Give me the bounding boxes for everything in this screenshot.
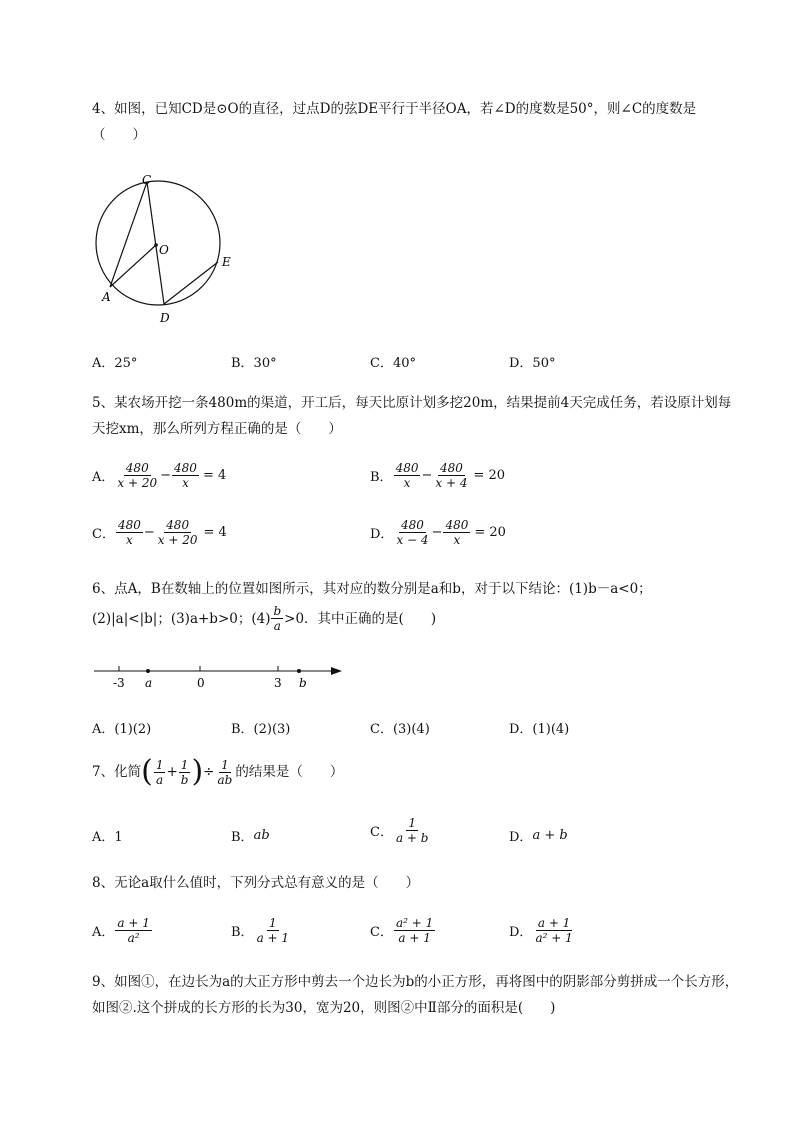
- q8d-num: a + 1: [537, 916, 571, 930]
- q7-frac1: [154, 758, 166, 787]
- q5c-rhs: = 4: [203, 525, 227, 540]
- point-a: [146, 669, 150, 673]
- q7-div: ÷: [203, 764, 215, 780]
- q5b-frac1: [394, 461, 421, 490]
- q5-option-c: C． $\frac{480}{x}$ − $\frac{480}{x + 20}$ = 4: [92, 518, 227, 547]
- q7c-letter: C．: [370, 825, 393, 840]
- label-e: E: [222, 255, 231, 269]
- q8c-letter: C．: [370, 925, 393, 940]
- q7-post: 的结果是（ ）: [235, 764, 344, 780]
- q8c-num: a² + 1: [395, 916, 434, 930]
- q7-f3d: ab: [217, 772, 233, 787]
- question-5-text: 5、某农场开挖一条480m的渠道，开工后，每天比原计划多挖20m，结果提前4天完成任务，若设原计划每天挖xm，那么所列方程正确的是（ ）: [92, 395, 732, 437]
- q7-frac3: [215, 758, 234, 787]
- q7c-den: a + b: [395, 831, 429, 845]
- q5d-frac2: [443, 518, 470, 547]
- label-c: C: [142, 173, 152, 187]
- q5a-rhs: = 4: [202, 468, 227, 483]
- q7-f2d: b: [180, 772, 189, 787]
- q5a-d1: x + 20: [117, 476, 158, 490]
- q8a-letter: A．: [92, 925, 115, 940]
- question-6-line1: 6、点A，B在数轴上的位置如图所示，其对应的数分别是a和b，对于以下结论：(1)b－a<0；: [92, 581, 652, 597]
- q5a-frac1: [115, 461, 159, 490]
- axis-arrow: [331, 667, 342, 675]
- q8d-den: a² + 1: [535, 931, 573, 945]
- q7-option-b: [231, 826, 270, 845]
- q6-option-b: B．(2)(3): [231, 722, 291, 737]
- q5c-d1: x: [126, 533, 133, 547]
- q7-pre: 7、化简: [92, 764, 142, 780]
- question-7-text: 7、化简 ( $\frac{1}{a}$ + $\frac{1}{b}$ ) ÷ $\frac{1}{ab}$ 的结果是（ ）: [92, 754, 344, 789]
- q5a-n1: 480: [125, 461, 149, 475]
- q8b-den: a + 1: [256, 931, 290, 945]
- q7-option-d: [509, 826, 568, 845]
- q4-option-d: D．50°: [509, 356, 556, 371]
- question-9-text: 9、如图①，在边长为a的大正方形中剪去一个边长为b的小正方形，再将图中的阴影部分剪拼成一个长方形，如图②.这个拼成的长方形的长为30，宽为20，则图②中Ⅱ部分的面积是( ): [92, 974, 739, 1016]
- q5d-frac1: [394, 518, 430, 547]
- label-a: A: [102, 290, 111, 304]
- label-b-axis: b: [299, 676, 307, 690]
- q5a-letter: A．: [92, 470, 115, 485]
- q7b-letter: B．: [231, 830, 254, 845]
- q7-option-a: A．1: [92, 830, 123, 845]
- q5b-n1: 480: [395, 461, 419, 475]
- q5d-d2: x: [453, 533, 461, 547]
- q6-frac-num: b: [273, 604, 282, 618]
- q5d-n1: 480: [401, 518, 424, 532]
- number-line: [90, 660, 350, 692]
- q5a-frac2: [172, 461, 199, 490]
- q5d-letter: D．: [370, 527, 394, 542]
- label-d: D: [160, 311, 170, 325]
- q7d-letter: D．: [509, 830, 533, 845]
- q5c-frac2: [156, 518, 200, 547]
- q7-f2n: 1: [180, 757, 189, 772]
- q5c-n2: 480: [166, 518, 190, 532]
- q8c-frac: [394, 916, 435, 945]
- q6-option-a: A．(1)(2): [92, 722, 152, 737]
- q5b-d1: x: [403, 476, 411, 490]
- q7-plus: +: [166, 764, 178, 780]
- q7-frac2: [179, 758, 191, 787]
- q4-option-b: B．30°: [231, 356, 277, 371]
- q5-option-b: B． $\frac{480}{x}$ − $\frac{480}{x + 4}$ = 20: [370, 461, 506, 490]
- q6-frac: [271, 604, 283, 633]
- q7-f1n: 1: [155, 757, 164, 772]
- q7-option-c: [370, 816, 431, 845]
- q4-option-a: A．25°: [92, 356, 138, 371]
- q6-option-c: C．(3)(4): [370, 722, 430, 737]
- q5a-n2: 480: [174, 461, 197, 475]
- label-o: O: [159, 243, 169, 257]
- q8b-letter: B．: [231, 925, 254, 940]
- q5b-n2: 480: [439, 461, 463, 475]
- q5b-letter: B．: [370, 470, 393, 485]
- q8-option-c: [370, 916, 436, 945]
- label-three: 3: [274, 676, 282, 690]
- q8a-frac: [115, 916, 151, 945]
- label-zero: 0: [197, 676, 205, 690]
- q7d-val: a + b: [532, 828, 568, 843]
- chord-de: [164, 262, 218, 304]
- q7c-frac: [394, 816, 431, 845]
- q5-option-a: A． $\frac{480}{x + 20}$ − $\frac{480}{x}$ = 4: [92, 461, 227, 490]
- question-4-text: 4、如图，已知CD是⊙O的直径，过点D的弦DE平行于半径OA，若∠D的度数是50°，则∠C的度数是（ ）: [92, 101, 697, 143]
- q8b-frac: [255, 916, 291, 945]
- q8d-letter: D．: [509, 925, 533, 940]
- q5b-frac2: [433, 461, 469, 490]
- q5a-d2: x: [182, 476, 189, 490]
- q5c-d2: x + 20: [157, 533, 198, 547]
- circle-o: [96, 181, 220, 305]
- question-8-text: 8、无论a取什么值时，下列分式总有意义的是（ ）: [92, 875, 420, 891]
- q8c-den: a + 1: [398, 931, 431, 945]
- question-6-line2: [92, 604, 742, 633]
- q5b-d2: x + 4: [435, 476, 468, 490]
- label-a-axis: a: [145, 676, 153, 690]
- q5-option-d: D． $\frac{480}{x - 4}$ − $\frac{480}{x}$ = 20: [370, 518, 506, 547]
- q5c-n1: 480: [117, 518, 141, 532]
- q8b-num: 1: [268, 916, 277, 930]
- q6-line2-post: >0．其中正确的是( ): [284, 610, 437, 627]
- q6-frac-den: a: [273, 619, 281, 633]
- q4-option-c: C．40°: [370, 356, 416, 371]
- label-minus3: -3: [113, 676, 125, 690]
- q7b-val: ab: [253, 828, 270, 843]
- q8-option-b: [231, 916, 292, 945]
- point-b: [297, 669, 301, 673]
- q8d-frac: [533, 916, 574, 945]
- q6-line2-pre: (2)|a|<|b|；(3)a+b>0；(4): [92, 610, 271, 627]
- q8-option-d: [509, 916, 576, 945]
- q7c-num: 1: [408, 816, 417, 830]
- q7-f3n: 1: [221, 757, 229, 772]
- q5c-frac1: [116, 518, 143, 547]
- q5c-letter: C．: [92, 527, 115, 542]
- q5d-d1: x − 4: [396, 533, 429, 547]
- q8a-num: a + 1: [117, 916, 150, 930]
- q6-option-d: D．(1)(4): [509, 722, 570, 737]
- q5d-n2: 480: [445, 518, 469, 532]
- center-point: [154, 243, 158, 247]
- q5d-rhs: = 20: [474, 525, 506, 540]
- q5b-rhs: = 20: [473, 468, 506, 483]
- q8-option-a: [92, 916, 153, 945]
- circle-figure: [85, 165, 245, 330]
- q8a-den: a²: [127, 931, 140, 945]
- q7-f1d: a: [156, 772, 164, 787]
